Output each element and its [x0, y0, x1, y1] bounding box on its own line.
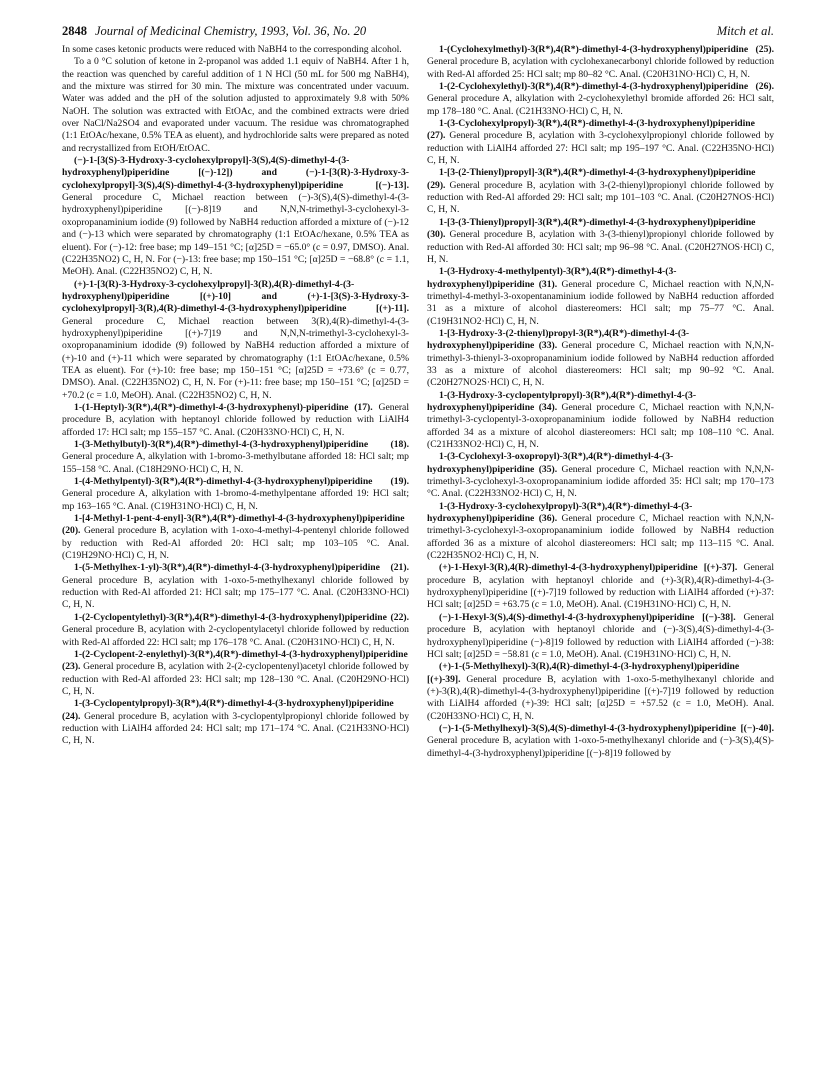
paragraph-text: General procedure C, Michael reaction with N,N,N-trimethyl-3-cyclohexyl-3-oxopropanaminium iodide followed by NaBH4 reduction afforded 36 as a mixture of alcohol diastereomers: HCl salt; mp 113–115 °C. Anal. (C22H35NO2·HCl) C, H, N.: [427, 513, 774, 562]
paragraph-text: To a 0 °C solution of ketone in 2-propanol was added 1.1 equiv of NaBH4. After 1 h, the reaction was quenched by careful addition of 1 N HCl (50 mL for 500 mg NaBH4), and the mixture was stirred for 30 min. The mixture was concentrated under vacuum. Water was added and the pH of the solution adjusted to approximately 9.8 with 50% NaOH. The solution was extracted with EtOAc, and the combined extracts were dried over NaCl/Na2SO4 and evaporated under vacuum. The residue was chromatographed (1:1 EtOAc/hexane, 0.5% TEA as eluent), and hydrochloride salts were prepared as noted and recrystallized from EtOH/EtOAC.: [62, 56, 409, 154]
compound-title: (+)-1-(5-Methylhexyl)-3(R),4(R)-dimethyl-4-(3-hydroxyphenyl)piperidine [(+)-39].: [427, 661, 740, 685]
compound-title: (+)-1-Hexyl-3(R),4(R)-dimethyl-4-(3-hydroxyphenyl)piperidine [(+)-37].: [439, 562, 738, 574]
right-column: [427, 44, 774, 1060]
compound-title: 1-[3-Hydroxy-3-(2-thienyl)propyl-3(R*),4(R*)-dimethyl-4-(3-hydroxyphenyl)piperidine (33).: [427, 327, 690, 352]
paragraph-text: In some cases ketonic products were reduced with NaBH4 to the corresponding alcohol.: [62, 44, 402, 55]
compound-title: 1-(3-Cyclohexylpropyl)-3(R*),4(R*)-dimethyl-4-(3-hydroxyphenyl)piperidine (27).: [427, 118, 755, 142]
paragraph: [427, 451, 774, 500]
paragraph-text: General procedure B, acylation with 3-(3-thienyl)propionyl chloride followed by reduction with Red-Al afforded 30: HCl salt; mp 96–98 °C. Anal. (C20H27NOS·HCl) C, H, N.: [427, 229, 774, 265]
paragraph: [427, 501, 774, 563]
paragraph-text: General procedure B, acylation with cyclohexanecarbonyl chloride followed by reduction with Red-Al afforded 25: HCl salt; mp 80–82 °C. Anal. (C20H31NO·HCl) C, H, N.: [427, 56, 774, 80]
paragraph: [62, 402, 409, 439]
paragraph-text: General procedure B, acylation with 1-oxo-5-methylhexanyl chloride and (−)-3(S),4(S)-dimethyl-4-(3-hydroxyphenyl)piperidine [(−)-8]19 followed by: [427, 735, 774, 759]
paragraph-text: General procedure B, acylation with 3-cyclohexylpropionyl chloride followed by reduction with LiAlH4 afforded 27: HCl salt; mp 195–197 °C. Anal. (C22H35NO·HCl) C, H, N.: [427, 130, 774, 167]
paragraph: [427, 661, 774, 723]
paragraph: [62, 44, 409, 56]
paragraph: [427, 81, 774, 118]
page-number: 2848: [62, 24, 87, 38]
paragraph: [427, 118, 774, 167]
paragraph: [62, 562, 409, 611]
paragraph-text: General procedure C, Michael reaction with N,N,N-trimethyl-3-cyclopentyl-3-oxopropanaminium iodide followed by NaBH4 reduction afforded 34 as a mixture of alcohol diastereomers: HCl salt; mp 108–110 °C. Anal. (C21H33NO2·HCl) C, H, N.: [427, 401, 774, 450]
paragraph-text: General procedure C, Michael reaction between (−)-3(S),4(S)-dimethyl-4-(3-hydroxyphenyl)piperidine [(−)-8]19 and N,N,N-trimethyl-3-cyclohexyl-3-oxopropanaminium iodide (9) followed by NaBH4 reduction afforded a mixture of (−)-12 and (−)-13 which were separated by chromatography (1:1 EtOAc/hexane, 0.5% TEA as eluent). For (−)-12: free base; mp 149–151 °C; [α]25D = −65.0° (c = 0.97, DMSO). Anal. (C22H35NO2) C, H, N. For (−)-13: free base; mp 150–151 °C; [α]25D = −68.8° (c = 1.1, MeOH). Anal. (C22H35NO2) C, H, N.: [62, 192, 409, 278]
paragraph-text: General procedure B, acylation with 3-cyclopentylpropionyl chloride followed by reduction with LiAlH4 afforded 24: HCl salt; mp 171–174 °C. Anal. (C21H33NO·HCl) C, H, N.: [62, 710, 409, 747]
paragraph-text: General procedure B, acylation with 1-oxo-4-methyl-4-pentenyl chloride followed by reduction with Red-Al afforded 20: HCl salt; mp 103–105 °C. Anal. (C19H29NO·HCl) C, H, N.: [62, 525, 409, 562]
compound-title: 1-[3-(3-Thienyl)propyl]-3(R*),4(R*)-dimethyl-4-(3-hydroxyphenyl)piperidine (30).: [427, 216, 756, 241]
compound-title: (+)-1-[3(R)-3-Hydroxy-3-cyclohexylpropyl]-3(R),4(R)-dimethyl-4-(3-hydroxyphenyl)piperidine [(+)-10] and (+)-1-[3(S)-3-Hydroxy-3-cyclohexylpropyl]-3(R),4(R)-dimethyl-4-(3-hydroxyphenyl)piperidine [(+)-11].: [62, 278, 409, 315]
compound-title: (−)-1-(5-Methylhexyl)-3(S),4(S)-dimethyl-4-(3-hydroxyphenyl)piperidine [(−)-40].: [439, 722, 774, 734]
paragraph: [427, 328, 774, 390]
compound-title: 1-(5-Methylhex-1-yl)-3(R*),4(R*)-dimethyl-4-(3-hydroxyphenyl)piperidine (21).: [74, 562, 409, 574]
paragraph: [62, 439, 409, 476]
paragraph-text: General procedure B, acylation with 3-(2-thienyl)propionyl chloride followed by reduction with Red-Al afforded 29: HCl salt; mp 101–103 °C. Anal. (C20H27NOS·HCl) C, H, N.: [427, 179, 774, 216]
paragraph: [427, 390, 774, 452]
running-author: Mitch et al.: [716, 24, 774, 38]
paragraph-text: General procedure C, Michael reaction with N,N,N-trimethyl-4-methyl-3-oxopentanaminium iodide followed by NaBH4 reduction afforded 31 as a mixture of alcohol diastereomers: HCl salt; mp 75–77 °C. Anal. (C19H31NO2·HCl) C, H, N.: [427, 278, 774, 327]
paragraph: [62, 612, 409, 649]
paragraph-text: General procedure B, acylation with 2-(2-cyclopentenyl)acetyl chloride followed by reduction with Red-Al afforded 23: HCl salt; mp 128–130 °C. Anal. (C20H29NO·HCl) C, H, N.: [62, 661, 409, 697]
page-header: [62, 24, 774, 44]
paragraph-text: General procedure A, alkylation with 1-bromo-3-methylbutane afforded 18: HCl salt; mp 155–158 °C. Anal. (C18H29NO·HCl) C, H, N.: [62, 451, 409, 475]
paragraph-text: General procedure B, acylation with 1-oxo-5-methylhexanyl chloride followed by reduction with Red-Al afforded 21: HCl salt; mp 175–177 °C. Anal. (C20H33NO·HCl) C, H, N.: [62, 574, 409, 611]
compound-title: 1-(3-Cyclopentylpropyl)-3(R*),4(R*)-dimethyl-4-(3-hydroxyphenyl)piperidine (24).: [62, 698, 394, 722]
compound-title: 1-(3-Hydroxy-4-methylpentyl)-3(R*),4(R*)-dimethyl-4-(3-hydroxyphenyl)piperidine (31).: [427, 266, 677, 290]
compound-title: (−)-1-Hexyl-3(S),4(S)-dimethyl-4-(3-hydroxyphenyl)piperidine [(−)-38].: [439, 611, 736, 623]
paragraph-text: General procedure B, acylation with heptanoyl chloride and (+)-3(R),4(R)-dimethyl-4-(3-hydroxyphenyl)piperidine [(+)-7]19 followed by reduction with LiAlH4 afforded (+)-37: HCl salt; [α]25D = +63.75 (c = 1.0, MeOH). Anal. (C19H31NO·HCl) C, H, N.: [427, 562, 774, 611]
compound-title: 1-(Cyclohexylmethyl)-3(R*),4(R*)-dimethyl-4-(3-hydroxyphenyl)piperidine (25).: [439, 44, 774, 55]
paragraph: [62, 155, 409, 278]
paragraph-text: General procedure C, Michael reaction with N,N,N-trimethyl-3-cyclohexyl-3-oxopropanaminium iodide afforded 35: HCl salt; mp 170–173 °C. Anal. (C22H33NO2·HCl) C, H, N.: [427, 463, 774, 500]
left-column: [62, 44, 409, 1060]
paragraph: [427, 44, 774, 81]
journal-citation: Journal of Medicinal Chemistry, 1993, Vol. 36, No. 20: [95, 24, 367, 38]
compound-title: 1-(3-Hydroxy-3-cyclopentylpropyl)-3(R*),4(R*)-dimethyl-4-(3-hydroxyphenyl)piperidine (34).: [427, 389, 697, 413]
paragraph-text: General procedure B, acylation with 1-oxo-5-methylhexanyl chloride and (+)-3(R),4(R)-dimethyl-4-(3-hydroxyphenyl)piperidine [(+)-7]19 followed by reduction with LiAlH4 afforded (+)-39: HCl salt; [α]25D = +57.52 (c = 1.0, MeOH). Anal. (C20H33NO·HCl) C, H, N.: [427, 673, 774, 722]
paragraph: [62, 56, 409, 155]
paragraph-text: General procedure B, acylation with heptanoyl chloride followed by reduction with LiAlH4 afforded 17: HCl salt; mp 155–157 °C. Anal. (C20H33NO·HCl) C, H, N.: [62, 401, 409, 438]
paragraph: [427, 612, 774, 661]
compound-title: 1-(2-Cyclopent-2-enylethyl)-3(R*),4(R*)-dimethyl-4-(3-hydroxyphenyl)piperidine (23).: [62, 648, 408, 673]
compound-title: 1-(3-Hydroxy-3-cyclohexylpropyl)-3(R*),4(R*)-dimethyl-4-(3-hydroxyphenyl)piperidine (36).: [427, 500, 693, 525]
compound-title: 1-(3-Methylbutyl)-3(R*),4(R*)-dimethyl-4-(3-hydroxyphenyl)piperidine (18).: [74, 439, 409, 450]
paragraph: [427, 217, 774, 266]
paragraph: [427, 266, 774, 328]
paragraph: [62, 649, 409, 698]
paragraph: [62, 279, 409, 402]
body-columns: [62, 44, 774, 1060]
compound-title: 1-(3-Cyclohexyl-3-oxopropyl)-3(R*),4(R*)-dimethyl-4-(3-hydroxyphenyl)piperidine (35).: [427, 451, 674, 475]
compound-title: 1-[4-Methyl-1-pent-4-enyl]-3(R*),4(R*)-dimethyl-4-(3-hydroxyphenyl)piperidine (20).: [62, 513, 405, 537]
paragraph-text: General procedure C, Michael reaction with N,N,N-trimethyl-3-thienyl-3-oxopropanaminium iodide followed by NaBH4 reduction afforded 33 as a mixture of alcohol diastereomers: HCl salt; mp 90–92 °C. Anal. (C20H27NO2S·HCl) C, H, N.: [427, 340, 774, 389]
paragraph: [427, 167, 774, 216]
paragraph: [427, 562, 774, 611]
paragraph-text: General procedure A, alkylation with 2-cyclohexylethyl bromide afforded 26: HCl salt, mp 178–180 °C. Anal. (C21H33NO·HCl) C, H, N.: [427, 93, 774, 117]
paragraph: [62, 698, 409, 747]
paragraph-text: General procedure A, alkylation with 1-bromo-4-methylpentane afforded 19: HCl salt; mp 163–165 °C. Anal. (C19H31NO·HCl) C, H, N.: [62, 488, 409, 512]
compound-title: 1-(2-Cyclohexylethyl)-3(R*),4(R*)-dimethyl-4-(3-hydroxyphenyl)piperidine (26).: [439, 81, 774, 93]
paragraph-text: General procedure B, acylation with heptanoyl chloride and (−)-3(S),4(S)-dimethyl-4-(3-hydroxyphenyl)piperidine (−)-8]19 followed by reduction with LiAlH4 afforded (−)-38: HCl salt; [α]25D = −58.81 (c = 1.0, MeOH). Anal. (C19H31NO·HCl) C, H, N.: [427, 611, 774, 660]
paragraph-text: General procedure B, acylation with 2-cyclopentylacetyl chloride followed by reduction with Red-Al afforded 22: HCl salt; mp 176–178 °C. Anal. (C20H31NO·HCl) C, H, N.: [62, 624, 409, 648]
paragraph: [62, 513, 409, 562]
paragraph-text: General procedure C, Michael reaction between 3(R),4(R)-dimethyl-4-(3-hydroxyphenyl)piperidine [(+)-7]19 and N,N,N-trimethyl-3-cyclohexyl-3-oxopropanaminium idodide (9) followed by NaBH4 reduction afforded a mixture of (+)-10 and (+)-11 which were separated by chromatography (1:1 EtOAc/hexane, 0.5% TEA as eluent). For (+)-10: free base; mp 150–151 °C; [α]25D = +73.6° (c = 0.77, DMSO). Anal. (C22H35NO2) C, H, N. For (+)-11: free base; mp 150–151 °C; [α]25D = +70.2 (c = 1.0, MeOH). Anal. (C22H35NO2) C, H, N.: [62, 315, 409, 401]
compound-title: 1-(1-Heptyl)-3(R*),4(R*)-dimethyl-4-(3-hydroxyphenyl)-piperidine (17).: [74, 401, 373, 413]
paragraph: [62, 476, 409, 513]
paragraph: [427, 723, 774, 760]
compound-title: 1-(2-Cyclopentylethyl)-3(R*),4(R*)-dimethyl-4-(3-hydroxyphenyl)piperidine (22).: [74, 611, 409, 623]
compound-title: 1-[3-(2-Thienyl)propyl]-3(R*),4(R*)-dimethyl-4-(3-hydroxyphenyl)piperidine (29).: [427, 167, 756, 191]
compound-title: 1-(4-Methylpentyl)-3(R*),4(R*)-dimethyl-4-(3-hydroxyphenyl)piperidine (19).: [74, 476, 409, 488]
compound-title: (−)-1-[3(S)-3-Hydroxy-3-cyclohexylpropyl]-3(S),4(S)-dimethyl-4-(3-hydroxyphenyl)piperidine [(−)-12]) and (−)-1-[3(R)-3-Hydroxy-3-cyclohexylpropyl]-3(S),4(S)-dimethyl-4-(3-hydroxyphenyl)piperidine [(−)-13].: [62, 155, 409, 191]
